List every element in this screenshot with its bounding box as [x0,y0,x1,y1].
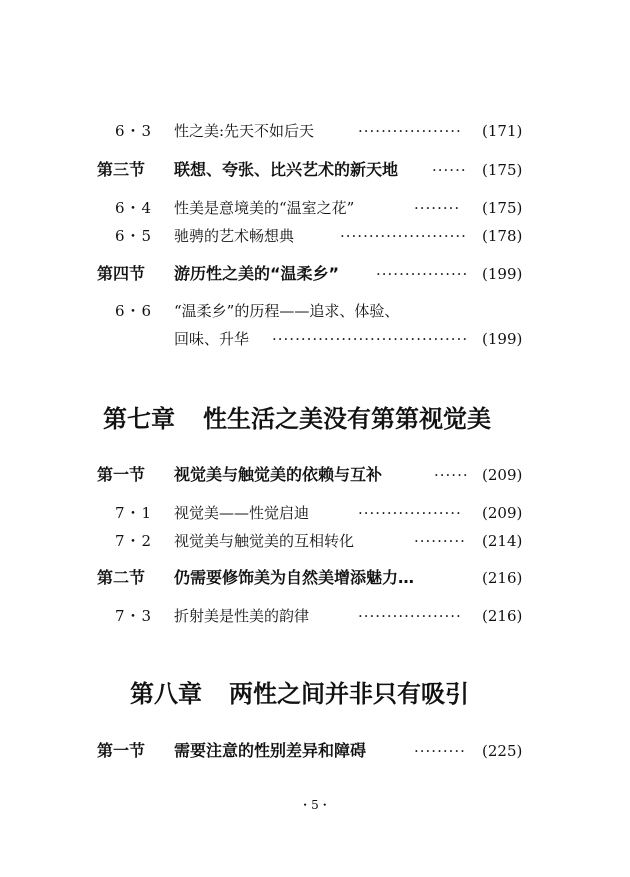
section-number: 第一节 [97,741,146,760]
toc-ch7-section-1 [0,463,630,487]
entry-number: 6・3 [115,122,153,140]
page-number: ・5・ [299,798,331,812]
leader-dots: ········· [414,532,466,550]
toc-entry-6-5 [0,224,630,248]
section-title: 联想、夸张、比兴艺术的新天地 [174,160,399,179]
toc-ch7-section-2 [0,566,630,590]
entry-number: 7・3 [115,607,153,625]
entry-number: 6・5 [115,227,153,245]
leader-dots: ·················· [358,122,462,140]
entry-title: 驰骋的艺术畅想典 [174,227,295,245]
section-page: (175) [482,161,523,179]
leader-dots: ········· [414,742,466,760]
section-number: 第二节 [97,568,146,587]
chapter-title: 性生活之美没有第第视觉美 [203,405,491,433]
section-number: 第四节 [97,264,146,283]
section-page: (225) [482,742,523,760]
chapter-number: 第七章 [103,405,175,433]
toc-entry-7-3 [0,604,630,628]
entry-title-line2: 回味、升华 [174,330,250,348]
section-title: 仍需要修饰美为自然美增添魅力… [174,568,415,587]
entry-page: (214) [482,532,523,550]
chapter-7-heading [0,401,630,437]
entry-number: 7・1 [115,504,153,522]
entry-page: (175) [482,199,523,217]
entry-title: 视觉美与触觉美的互相转化 [174,532,355,550]
leader-dots: ················ [376,265,469,283]
toc-ch8-section-1 [0,739,630,763]
entry-page: (209) [482,504,523,522]
entry-title: 性美是意境美的“温室之花” [174,199,355,217]
toc-entry-6-6-continued [0,327,630,351]
toc-section-3 [0,158,630,182]
entry-page: (216) [482,607,523,625]
leader-dots: ······ [432,161,467,179]
section-page: (209) [482,466,523,484]
entry-page: (199) [482,330,523,348]
section-title: 视觉美与触觉美的依赖与互补 [174,465,383,484]
entry-number: 6・6 [115,302,153,320]
toc-entry-6-3 [0,119,630,143]
entry-number: 7・2 [115,532,153,550]
section-title: 游历性之美的“温柔乡” [174,264,340,283]
leader-dots: ·················· [358,504,462,522]
toc-section-4 [0,262,630,286]
entry-title: 折射美是性美的韵律 [174,607,310,625]
toc-entry-6-6 [0,299,630,323]
leader-dots: ······ [434,466,469,484]
entry-number: 6・4 [115,199,153,217]
toc-entry-7-2 [0,529,630,553]
section-number: 第一节 [97,465,146,484]
section-page: (216) [482,569,523,587]
leader-dots: ········ [414,199,461,217]
entry-title: 视觉美——性觉启迪 [174,504,310,522]
toc-entry-6-4 [0,196,630,220]
section-number: 第三节 [97,160,146,179]
leader-dots: ·················· [358,607,462,625]
chapter-number: 第八章 [130,680,202,708]
entry-page: (178) [482,227,523,245]
chapter-8-heading [0,676,630,712]
toc-entry-7-1 [0,501,630,525]
section-page: (199) [482,265,523,283]
entry-title: “温柔乡”的历程——追求、体验、 [174,302,400,320]
section-title: 需要注意的性别差异和障碍 [174,741,367,760]
chapter-title: 两性之间并非只有吸引 [229,680,469,708]
leader-dots: ·································· [272,330,469,348]
entry-page: (171) [482,122,523,140]
entry-title: 性之美:先天不如后天 [174,122,315,140]
leader-dots: ······················ [340,227,467,245]
